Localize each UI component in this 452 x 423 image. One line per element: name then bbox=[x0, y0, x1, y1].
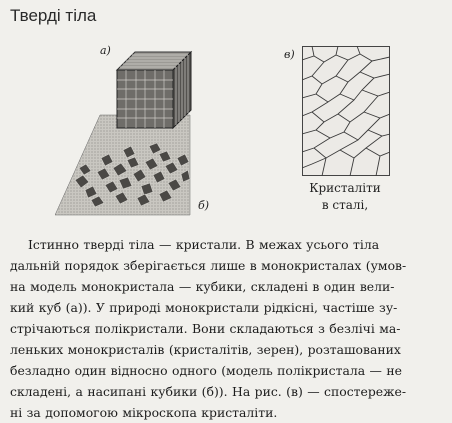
crystallites-micrograph bbox=[302, 46, 390, 176]
paragraph-line: леньких монокристалів (кристалітів, зерен), розташованих bbox=[10, 342, 401, 357]
paragraph-line: ні за допомогою мікроскопа кристаліти. bbox=[10, 405, 278, 420]
figure-label-a: а) bbox=[100, 44, 111, 57]
page-title: Тверді тіла bbox=[10, 6, 97, 25]
figure-caption bbox=[295, 180, 395, 214]
paragraph-line: на модель монокристала — кубики, складені в один вели- bbox=[10, 279, 395, 294]
figure-label-b: б) bbox=[198, 199, 210, 212]
paragraph-line: безладно один відносно одного (модель полікристала — не bbox=[10, 363, 402, 378]
figure-label-v: в) bbox=[284, 48, 295, 61]
paragraph-line: Істинно тверді тіла — кристали. В межах усього тіла bbox=[28, 237, 380, 252]
body-paragraph bbox=[10, 234, 442, 423]
monocrystal-cube bbox=[117, 52, 191, 128]
paragraph-line: кий куб (а)). У природі монокристали рідкісні, частіше зу- bbox=[10, 300, 398, 315]
paragraph-line: складені, а насипані кубики (б)). На рис. (в) — спостереже- bbox=[10, 384, 407, 399]
crystal-model-illustration bbox=[55, 40, 270, 220]
paragraph-line: стрічаються полікристали. Вони складаються з безлічі ма- bbox=[10, 321, 401, 336]
caption-line: Кристаліти bbox=[309, 181, 381, 195]
caption-line: в сталі, bbox=[321, 198, 369, 212]
paragraph-line: дальній порядок зберігається лише в монокристалах (умов- bbox=[10, 258, 407, 273]
